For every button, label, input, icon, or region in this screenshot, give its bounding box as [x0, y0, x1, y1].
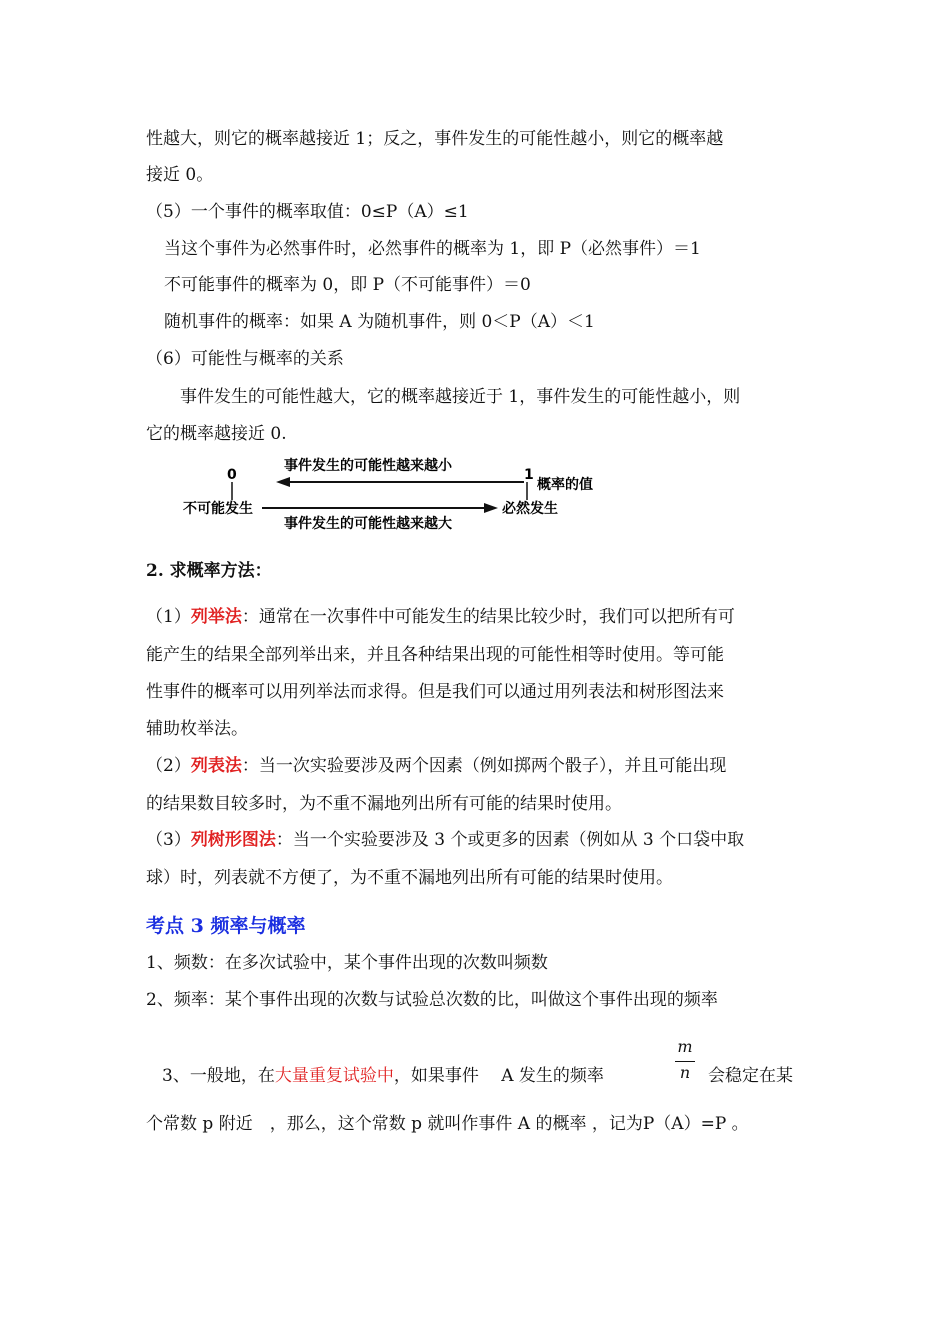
diagram-bottom-label: 事件发生的可能性越来越大	[284, 516, 452, 532]
method1-text: ：通常在一次事件中可能发生的结果比较少时，我们可以把所有可	[241, 607, 735, 627]
method2-line1	[146, 754, 726, 778]
section3-p3	[162, 1064, 604, 1088]
diagram-bottom-arrow-head	[484, 503, 498, 513]
method1-line3: 性事件的概率可以用列举法而求得。但是我们可以通过用列表法和树形图法来	[146, 682, 724, 702]
fraction-numerator: m	[677, 1037, 693, 1056]
diagram-top-arrow-head	[276, 477, 290, 487]
section2-heading: 2. 求概率方法：	[146, 561, 272, 581]
line-7: （6）可能性与概率的关系	[146, 349, 344, 369]
method1-prefix: （1）	[146, 607, 191, 627]
method3-prefix: （3）	[146, 830, 191, 850]
line-3: （5）一个事件的概率取值：0≤P（A）≤1	[146, 202, 469, 222]
diagram-left-label: 不可能发生	[183, 501, 253, 517]
method1-line1	[146, 605, 735, 629]
p3-text-a: 3、一般地，在	[162, 1066, 275, 1086]
diagram-value-label: 概率的值	[537, 477, 593, 493]
method2-text: ：当一次实验要涉及两个因素（例如掷两个骰子），并且可能出现	[241, 756, 727, 776]
method3-line2: 球）时，列表就不方便了，为不重不漏地列出所有可能的结果时使用。	[146, 868, 673, 888]
section3-p2: 2、频率：某个事件出现的次数与试验总次数的比，叫做这个事件出现的频率	[146, 990, 718, 1010]
line-2: 接近 0。	[146, 165, 214, 185]
section3-p4: 个常数 p 附近 ，那么，这个常数 p 就叫作事件 A 的概率 ，记为P（A）=P 。	[146, 1114, 749, 1134]
diagram-top-label: 事件发生的可能性越来越小	[284, 458, 452, 474]
diagram-one: 1	[524, 467, 534, 483]
method3-line1	[146, 828, 744, 852]
diagram-zero: 0	[227, 467, 237, 483]
diagram-right-label: 必然发生	[502, 501, 558, 517]
section3-p1: 1、频数：在多次试验中，某个事件出现的次数叫频数	[146, 953, 548, 973]
method3-text: ：当一个实验要涉及 3 个或更多的因素（例如从 3 个口袋中取	[275, 830, 745, 850]
method1-line4: 辅助枚举法。	[146, 719, 248, 739]
section3-heading: 考点 3 频率与概率	[146, 915, 306, 937]
method1-name: 列举法	[190, 607, 242, 627]
line-9: 它的概率越接近 0.	[146, 424, 287, 444]
method2-prefix: （2）	[146, 756, 191, 776]
line-4: 当这个事件为必然事件时，必然事件的概率为 1，即 P（必然事件）＝1	[164, 239, 701, 259]
fraction-bar	[675, 1061, 695, 1062]
line-1: 性越大，则它的概率越接近 1；反之，事件发生的可能性越小，则它的概率越	[146, 129, 724, 149]
line-6: 随机事件的概率：如果 A 为随机事件，则 0＜P（A）＜1	[164, 312, 595, 332]
fraction-denominator: n	[679, 1063, 691, 1082]
probability-diagram	[180, 452, 620, 534]
method1-line2: 能产生的结果全部列举出来，并且各种结果出现的可能性相等时使用。等可能	[146, 645, 724, 665]
method2-name: 列表法	[190, 756, 242, 776]
line-8: 事件发生的可能性越大，它的概率越接近于 1，事件发生的可能性越小，则	[180, 387, 741, 407]
line-5: 不可能事件的概率为 0，即 P（不可能事件）＝0	[164, 275, 531, 295]
method3-name: 列树形图法	[190, 830, 276, 850]
method2-line2: 的结果数目较多时，为不重不漏地列出所有可能的结果时使用。	[146, 794, 622, 814]
p3-text-red: 大量重复试验中	[274, 1066, 394, 1086]
p3-text-c: 会稳定在某	[708, 1066, 793, 1086]
p3-text-b: ，如果事件 A 发生的频率	[393, 1066, 604, 1086]
